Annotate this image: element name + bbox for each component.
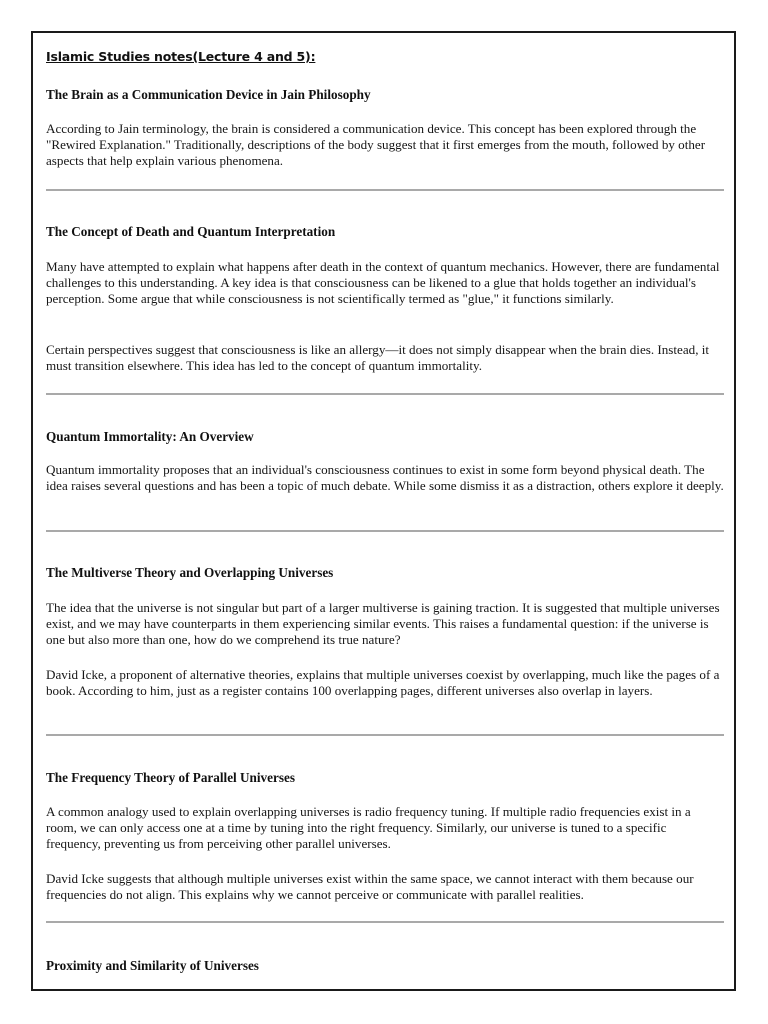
document-title: Islamic Studies notes(Lecture 4 and 5): (46, 49, 316, 64)
section-paragraph: A common analogy used to explain overlapping universes is radio frequency tuning. If multiple radio frequencies exist in a room, we can only access one at a time by tuning into the right frequency. Similarly, our universe is tuned to a specific frequency, preventing us from perceiving other parallel universes. (46, 804, 691, 851)
section-paragraph: David Icke, a proponent of alternative theories, explains that multiple universes coexist by overlapping, much like the pages of a book. According to him, just as a register contains 100 overlapping pages, different universes also overlap in layers. (46, 667, 720, 698)
section-paragraph: David Icke suggests that although multiple universes exist within the same space, we cannot interact with them because our frequencies do not align. This explains why we cannot perceive or communicate with parallel realities. (46, 871, 694, 902)
section-heading: Proximity and Similarity of Universes (46, 958, 259, 973)
section-paragraph: According to Jain terminology, the brain is considered a communication device. This concept has been explored through the "Rewired Explanation." Traditionally, descriptions of the body suggest that it first emerges from the mouth, followed by other aspects that help explain various phenomena. (46, 121, 706, 168)
section-paragraph: Certain perspectives suggest that consciousness is like an allergy—it does not simply disappear when the brain dies. Instead, it must transition elsewhere. This idea has led to the concept of quantum immortality. (46, 342, 710, 373)
section-paragraph: Quantum immortality proposes that an individual's consciousness continues to exist in some form beyond physical death. The idea raises several questions and has been a topic of much debate. While some dismiss it as a distraction, others explore it deeply. (46, 462, 724, 493)
section-divider (46, 189, 724, 191)
section-divider (46, 734, 724, 736)
section-heading: The Frequency Theory of Parallel Universes (46, 770, 295, 785)
section-paragraph: Many have attempted to explain what happens after death in the context of quantum mechanics. However, there are fundamental challenges to this understanding. A key idea is that consciousness can be likened to a glue that holds together an individual's perception. Some argue that while consciousness is not scientifically termed as "glue," it functions similarly. (46, 259, 720, 306)
section-paragraph: The idea that the universe is not singular but part of a larger multiverse is gaining traction. It is suggested that multiple universes exist, and we may have counterparts in them experiencing similar events. This raises a fundamental question: if the universe is one but also more than one, how do we comprehend its true nature? (46, 600, 720, 647)
section-divider (46, 530, 724, 532)
section-heading: The Multiverse Theory and Overlapping Universes (46, 565, 334, 580)
section-heading: The Concept of Death and Quantum Interpretation (46, 224, 336, 239)
document-page (31, 31, 736, 991)
section-divider (46, 393, 724, 395)
section-divider (46, 921, 724, 923)
section-heading: Quantum Immortality: An Overview (46, 429, 254, 444)
section-heading: The Brain as a Communication Device in Jain Philosophy (46, 87, 371, 102)
